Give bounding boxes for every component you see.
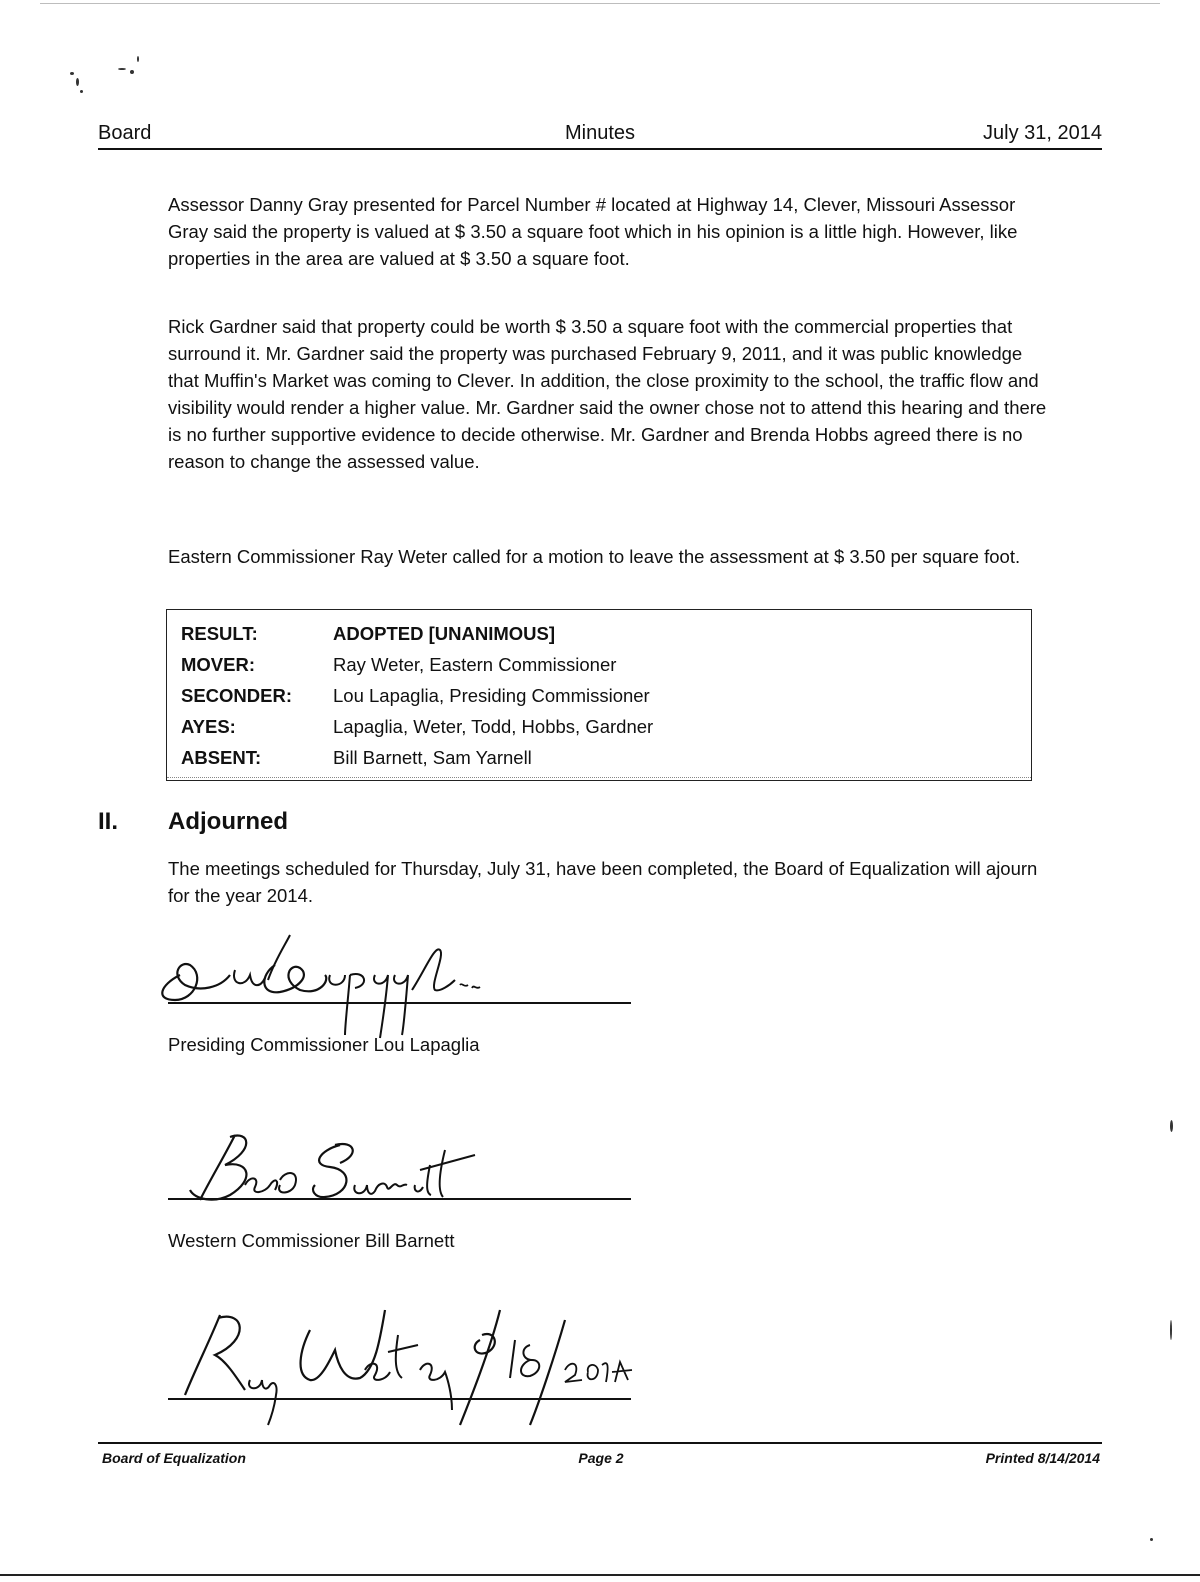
paragraph-motion <box>168 543 1048 570</box>
signature-line <box>168 1398 631 1400</box>
scan-speck <box>137 56 139 62</box>
section-title: Adjourned <box>168 808 288 835</box>
signature-line <box>168 1198 631 1200</box>
scan-speck <box>70 72 74 75</box>
header-rule <box>98 148 1102 150</box>
footer-page-number: Page 2 <box>578 1450 624 1466</box>
scan-speck <box>1170 1120 1173 1132</box>
paragraph-gardner <box>168 313 1048 475</box>
scan-speck <box>118 68 126 70</box>
scan-speck <box>1170 1320 1172 1340</box>
signature-label: Western Commissioner Bill Barnett <box>168 1230 455 1251</box>
vote-result-box <box>166 609 1032 781</box>
header-left: Board <box>98 122 152 144</box>
footer-left: Board of Equalization <box>102 1450 246 1466</box>
paragraph-text: Assessor Danny Gray presented for Parcel Number # located at Highway 14, Clever, Missouri Assessor Gray said the property is valued at $ 3.50 a square foot which in his opinion is a little high. However, like properties in the area are valued at $ 3.50 a square foot. <box>168 194 1018 269</box>
vote-value: Lapaglia, Weter, Todd, Hobbs, Gardner <box>333 716 654 737</box>
paragraph-text: Rick Gardner said that property could be worth $ 3.50 a square foot with the commercial properties that surround it. Mr. Gardner said the property was purchased February 9, 2011, and it was public knowledge that Muffin's Market was coming to Clever. In addition, the close proximity to the school, the traffic flow and visibility would render a higher value. Mr. Gardner said the owner chose not to attend this hearing and there is no further supportive evidence to decide otherwise. Mr. Gardner and Brenda Hobbs agreed there is no reason to change the assessed value. <box>168 316 1047 472</box>
paragraph-assessor <box>168 191 1048 272</box>
scan-speck <box>76 78 79 86</box>
page-footer <box>102 1450 1100 1470</box>
vote-key: ABSENT: <box>181 747 262 768</box>
page-header <box>98 122 1102 146</box>
vote-key: MOVER: <box>181 654 255 675</box>
vote-key: SECONDER: <box>181 685 293 706</box>
footer-rule <box>98 1442 1102 1444</box>
signature-weter <box>170 1300 640 1430</box>
scan-speck <box>130 70 134 74</box>
footer-printed-date: Printed 8/14/2014 <box>985 1450 1100 1466</box>
signature-line <box>168 1002 631 1004</box>
paragraph-text: The meetings scheduled for Thursday, July 31, have been completed, the Board of Equalization will ajourn for the year 2014. <box>168 858 1038 906</box>
scan-speck <box>80 90 83 93</box>
vote-key: AYES: <box>181 716 236 737</box>
scan-edge-bottom <box>0 1574 1200 1576</box>
paragraph-adjourned <box>168 855 1048 909</box>
header-center: Minutes <box>564 122 636 144</box>
scan-speck <box>1150 1538 1153 1541</box>
vote-key: RESULT: <box>181 623 258 644</box>
header-date: July 31, 2014 <box>983 122 1102 144</box>
paragraph-text: Eastern Commissioner Ray Weter called for a motion to leave the assessment at $ 3.50 per square foot. <box>168 546 1021 567</box>
vote-value: Lou Lapaglia, Presiding Commissioner <box>333 685 650 706</box>
vote-value: ADOPTED [UNANIMOUS] <box>333 623 555 644</box>
dotted-divider <box>167 776 1031 778</box>
section-number: II. <box>98 808 119 835</box>
vote-value: Bill Barnett, Sam Yarnell <box>333 747 532 768</box>
signature-lapaglia <box>150 930 490 1040</box>
vote-value: Ray Weter, Eastern Commissioner <box>333 654 617 675</box>
signature-label: Presiding Commissioner Lou Lapaglia <box>168 1034 480 1055</box>
scan-edge-top <box>40 3 1160 4</box>
